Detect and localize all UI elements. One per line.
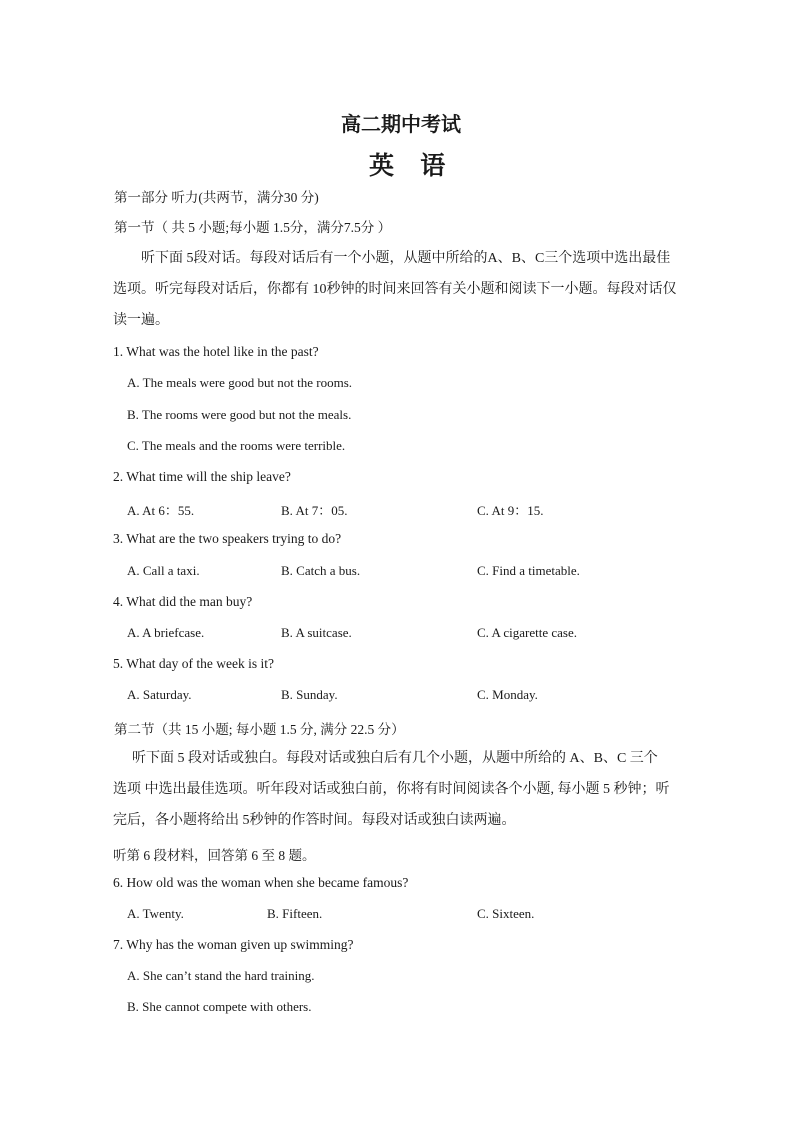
option-c: C. Monday. <box>477 687 538 702</box>
option-b: B. Fifteen. <box>267 906 323 921</box>
option-c: C. Sixteen. <box>477 906 535 921</box>
question-stem: 1. What was the hotel like in the past? <box>113 344 319 359</box>
option-a: A. A briefcase. <box>127 625 205 640</box>
subject-title: 英 语 <box>369 153 456 180</box>
option-b: B. The rooms were good but not the meals. <box>127 407 352 422</box>
option-a: A. Twenty. <box>127 906 184 921</box>
option-b: B. She cannot compete with others. <box>127 999 312 1014</box>
section2-heading: 第二节（共 15 小题; 每小题 1.5 分, 满分 22.5 分） <box>114 722 405 737</box>
option-c: C. A cigarette case. <box>477 625 577 640</box>
option-a: A. Saturday. <box>127 687 192 702</box>
option-a: A. She can’t stand the hard training. <box>127 968 315 983</box>
option-b: B. Catch a bus. <box>281 563 361 578</box>
option-b: B. A suitcase. <box>281 625 352 640</box>
group-instruction: 听第 6 段材料，回答第 6 至 8 题。 <box>113 848 316 863</box>
section2-instruction-line3: 完后，各小题将给出 5秒钟的作答时间。每段对话或独白读两遍。 <box>113 813 516 828</box>
section2-instruction-line2: 选项 中选出最佳选项。听年段对话或独白前，你将有时间阅读各个小题, 每小题 5 秒钟；听 <box>113 782 670 797</box>
part1-heading: 第一部分 听力(共两节，满分30 分) <box>114 190 319 205</box>
option-b: B. Sunday. <box>281 687 338 702</box>
question-stem: 7. Why has the woman given up swimming? <box>113 937 354 952</box>
exam-title: 高二期中考试 <box>341 114 461 136</box>
option-a: A. The meals were good but not the rooms. <box>127 375 353 390</box>
option-c: C. At 9：15. <box>477 503 544 518</box>
question-stem: 2. What time will the ship leave? <box>113 469 291 484</box>
question-stem: 6. How old was the woman when she became famous? <box>113 875 409 890</box>
section1-instruction-line1: 听下面 5段对话。每段对话后有一个小题，从题中所给的A、B、C三个选项中选出最佳 <box>141 251 671 266</box>
option-c: C. Find a timetable. <box>477 563 580 578</box>
question-stem: 5. What day of the week is it? <box>113 656 274 671</box>
section2-instruction-line1: 听下面 5 段对话或独白。每段对话或独白后有几个小题，从题中所给的 A、B、C 三个 <box>132 751 658 766</box>
option-b: B. At 7：05. <box>281 503 348 518</box>
option-c: C. The meals and the rooms were terrible. <box>127 438 346 453</box>
section1-instruction-line2: 选项。听完每段对话后，你都有 10秒钟的时间来回答有关小题和阅读下一小题。每段对话仅 <box>113 282 677 297</box>
question-stem: 4. What did the man buy? <box>113 594 253 609</box>
section1-instruction-line3: 读一遍。 <box>113 313 169 328</box>
option-a: A. At 6：55. <box>127 503 195 518</box>
option-a: A. Call a taxi. <box>127 563 200 578</box>
question-stem: 3. What are the two speakers trying to do? <box>113 531 342 546</box>
section1-heading: 第一节（ 共 5 小题;每小题 1.5分，满分7.5分 ） <box>114 220 392 235</box>
